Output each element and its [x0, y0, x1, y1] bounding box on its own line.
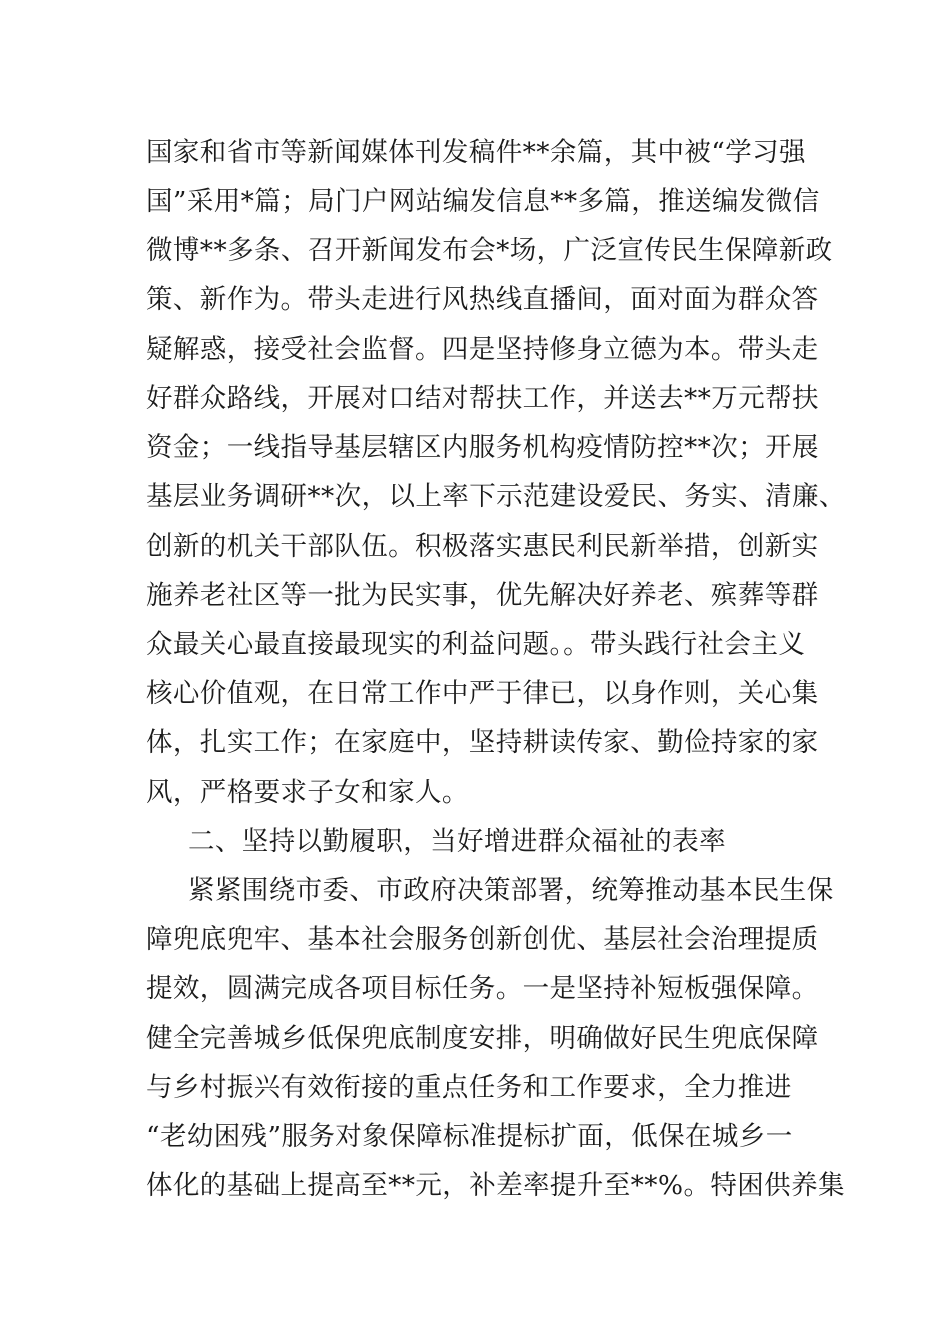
text-line: 健全完善城乡低保兜底制度安排，明确做好民生兜底保障	[146, 1023, 819, 1054]
paragraph-first-line: 紧紧围绕市委、市政府决策部署，统筹推动基本民生保	[188, 875, 834, 906]
text-line: “老幼困残”服务对象保障标准提标扩面，低保在城乡一	[146, 1121, 793, 1152]
text-line: 核心价值观，在日常工作中严于律已，以身作则，关心集	[146, 678, 819, 709]
text-line: 国”采用*篇；局门户网站编发信息**多篇，推送编发微信	[146, 186, 820, 217]
text-line: 资金；一线指导基层辖区内服务机构疫情防控**次；开展	[146, 432, 819, 463]
section-heading: 二、坚持以勤履职，当好增进群众福祉的表率	[188, 826, 726, 857]
text-line: 提效，圆满完成各项目标任务。一是坚持补短板强保障。	[146, 973, 819, 1004]
text-line: 国家和省市等新闻媒体刊发稿件**余篇，其中被“学习强	[146, 137, 806, 168]
text-line: 疑解惑，接受社会监督。四是坚持修身立德为本。带头走	[146, 334, 819, 365]
text-line: 施养老社区等一批为民实事，优先解决好养老、殡葬等群	[146, 580, 819, 611]
text-line: 微博**多条、召开新闻发布会*场，广泛宣传民生保障新政	[146, 235, 833, 266]
text-line: 风，严格要求子女和家人。	[146, 777, 469, 808]
text-line: 体化的基础上提高至**元，补差率提升至**%。特困供养集	[146, 1170, 845, 1201]
text-line: 策、新作为。带头走进行风热线直播间，面对面为群众答	[146, 284, 819, 315]
text-line: 体，扎实工作；在家庭中，坚持耕读传家、勤俭持家的家	[146, 727, 819, 758]
text-line: 好群众路线，开展对口结对帮扶工作，并送去**万元帮扶	[146, 383, 819, 414]
text-line: 与乡村振兴有效衔接的重点任务和工作要求，全力推进	[146, 1072, 792, 1103]
text-line: 创新的机关干部队伍。积极落实惠民利民新举措，创新实	[146, 531, 819, 562]
text-line: 基层业务调研**次，以上率下示范建设爱民、务实、清廉、	[146, 481, 846, 512]
text-line: 障兜底兜牢、基本社会服务创新创优、基层社会治理提质	[146, 924, 819, 955]
text-line: 众最关心最直接最现实的利益问题。。带头践行社会主义	[146, 629, 806, 660]
